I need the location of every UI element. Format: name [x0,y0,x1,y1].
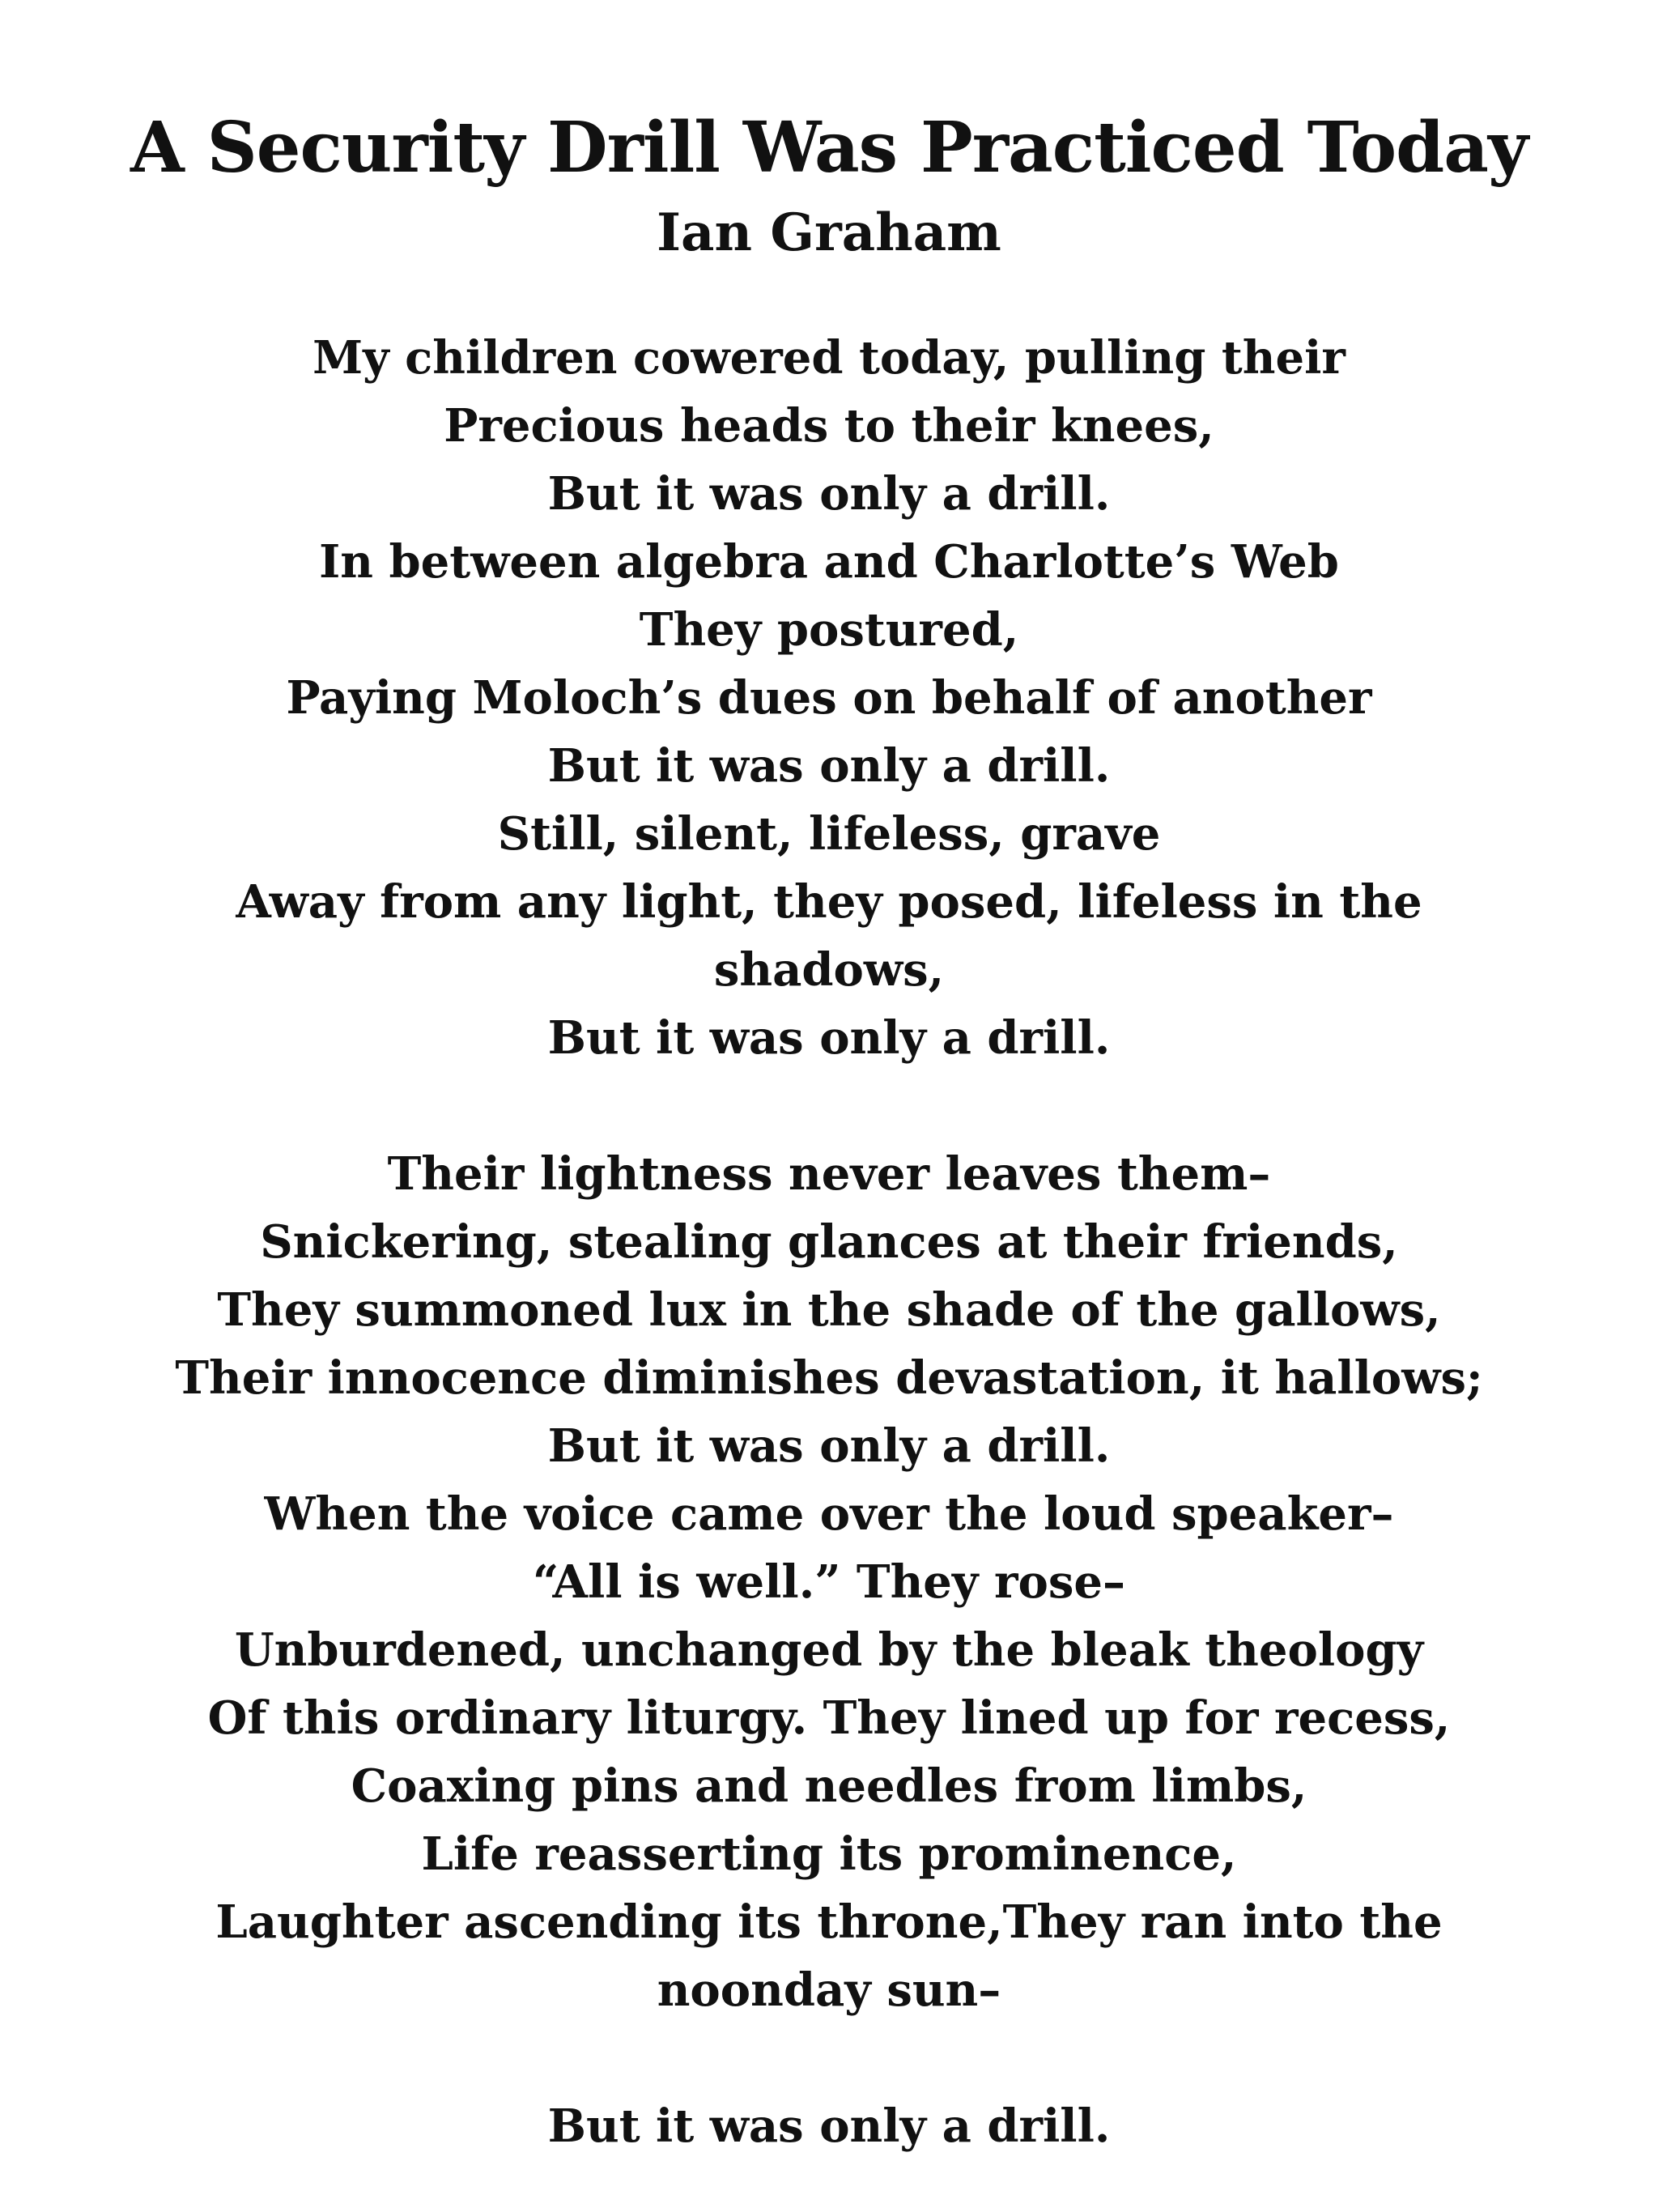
poem-line: When the voice came over the loud speaker– [264,1487,1394,1541]
poem-line: They postured, [639,603,1019,657]
poem-line: But it was only a drill. [547,1011,1111,1065]
poem-line: Snickering, stealing glances at their friends, [260,1215,1398,1269]
poem-line: Unburdened, unchanged by the bleak theology [234,1623,1424,1677]
poem-title: A Security Drill Was Practiced Today [130,107,1528,189]
poem-line: My children cowered today, pulling their [312,331,1346,385]
poem-line: Precious heads to their knees, [444,399,1214,453]
poem-line: shadows, [713,943,945,997]
stanza-break [0,2024,1658,2092]
poem-line: noonday sun– [657,1963,1001,2017]
poem-line: Of this ordinary liturgy. They lined up for recess, [207,1691,1451,1745]
stanza-break [0,1072,1658,1140]
poem-line: Their lightness never leaves them– [387,1147,1271,1201]
poem-line: But it was only a drill. [547,467,1111,521]
poem-line: They summoned lux in the shade of the gallows, [217,1283,1441,1337]
poem-line: But it was only a drill. [547,2099,1111,2153]
poem-line: Coaxing pins and needles from limbs, [351,1759,1307,1813]
poem-line: Laughter ascending its throne,They ran into the [215,1895,1443,1949]
poem-line: But it was only a drill. [547,739,1111,793]
poem-line: Away from any light, they posed, lifeless in the [236,875,1422,929]
poem-line: In between algebra and Charlotte’s Web [319,535,1339,589]
poem-line: Paying Moloch’s dues on behalf of another [286,671,1372,725]
poem-line: “All is well.” They rose– [533,1555,1125,1609]
poem-line: Their innocence diminishes devastation, it hallows; [175,1351,1483,1405]
poem-line: Life reasserting its prominence, [421,1827,1237,1881]
poem-line: Still, silent, lifeless, grave [497,807,1161,861]
poem-author: Ian Graham [657,202,1001,263]
poem-line: But it was only a drill. [547,1419,1111,1473]
poem-body [0,324,1658,2160]
